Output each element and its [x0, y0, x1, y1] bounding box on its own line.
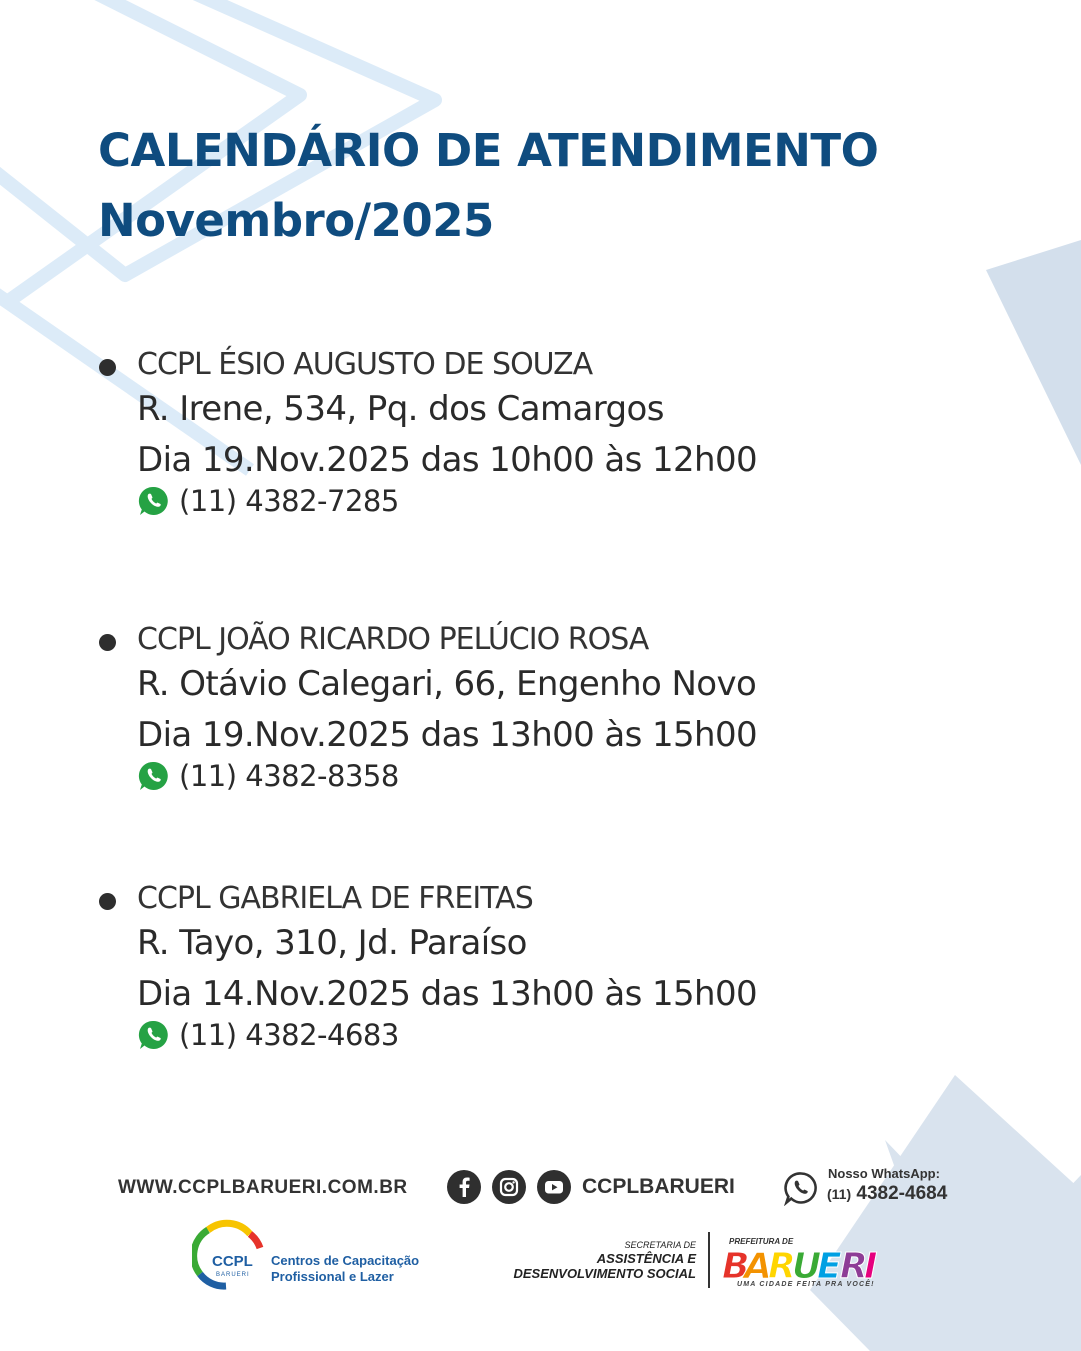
- phone-row: [137, 1017, 399, 1053]
- location-name: CCPL JOÃO RICARDO PELÚCIO ROSA: [137, 622, 649, 657]
- secretaria-text: SECRETARIA DE: [624, 1240, 696, 1250]
- whatsapp-outline-icon[interactable]: [783, 1170, 819, 1206]
- phone-number: (11) 4382-7285: [179, 484, 399, 518]
- phone-number: (11) 4382-4683: [179, 1018, 399, 1052]
- whatsapp-icon: [137, 484, 171, 518]
- page-title: CALENDÁRIO DE ATENDIMENTO: [98, 124, 879, 177]
- divider: [708, 1232, 710, 1288]
- bullet: [99, 634, 116, 651]
- whatsapp-number-digits: 4382-4684: [856, 1183, 948, 1204]
- phone-row: [137, 758, 399, 794]
- location-name: CCPL GABRIELA DE FREITAS: [137, 881, 533, 916]
- website-link[interactable]: WWW.CCPLBARUERI.COM.BR: [118, 1177, 408, 1198]
- barueri-letter: U: [792, 1246, 822, 1286]
- location-address: R. Irene, 534, Pq. dos Camargos: [137, 389, 664, 429]
- location-address: R. Otávio Calegari, 66, Engenho Novo: [137, 664, 757, 704]
- barueri-letter: A: [744, 1246, 772, 1286]
- prefeitura-label: PREFEITURA DE: [729, 1237, 794, 1246]
- location-address: R. Tayo, 310, Jd. Paraíso: [137, 923, 527, 963]
- barueri-letter: B: [722, 1246, 750, 1286]
- ccpl-logo-sub: BARUERI: [216, 1272, 250, 1278]
- barueri-logo: [722, 1244, 888, 1286]
- barueri-letter: R: [768, 1246, 796, 1286]
- social-handle[interactable]: CCPLBARUERI: [582, 1175, 735, 1198]
- whatsapp-number[interactable]: [827, 1183, 947, 1205]
- instagram-icon[interactable]: [492, 1170, 526, 1204]
- location-date: Dia 14.Nov.2025 das 13h00 às 15h00: [137, 974, 758, 1014]
- secretaria-text: DESENVOLVIMENTO SOCIAL: [513, 1266, 696, 1281]
- ccpl-logo: [192, 1218, 264, 1292]
- phone-row: [137, 483, 399, 519]
- whatsapp-icon: [137, 759, 171, 793]
- whatsapp-icon: [137, 1018, 171, 1052]
- barueri-letter: E: [817, 1246, 842, 1286]
- ccpl-tagline: Profissional e Lazer: [271, 1269, 394, 1284]
- page-subtitle: Novembro/2025: [98, 194, 494, 247]
- ccpl-logo-text: CCPL: [212, 1253, 253, 1270]
- ccpl-tagline: Centros de Capacitação: [271, 1253, 420, 1268]
- location-date: Dia 19.Nov.2025 das 10h00 às 12h00: [137, 440, 758, 480]
- bullet: [99, 893, 116, 910]
- phone-number: (11) 4382-8358: [179, 759, 399, 793]
- secretaria-text: ASSISTÊNCIA E: [596, 1251, 696, 1266]
- barueri-letter: R: [840, 1246, 868, 1286]
- whatsapp-ddd: (11): [827, 1186, 852, 1202]
- whatsapp-label: Nosso WhatsApp:: [828, 1166, 940, 1181]
- facebook-icon[interactable]: [447, 1170, 481, 1204]
- barueri-letter: I: [864, 1246, 878, 1286]
- location-name: CCPL ÉSIO AUGUSTO DE SOUZA: [137, 347, 593, 382]
- bullet: [99, 359, 116, 376]
- youtube-icon[interactable]: [537, 1170, 571, 1204]
- barueri-tagline: UMA CIDADE FEITA PRA VOCÊ!: [737, 1281, 875, 1288]
- location-date: Dia 19.Nov.2025 das 13h00 às 15h00: [137, 715, 758, 755]
